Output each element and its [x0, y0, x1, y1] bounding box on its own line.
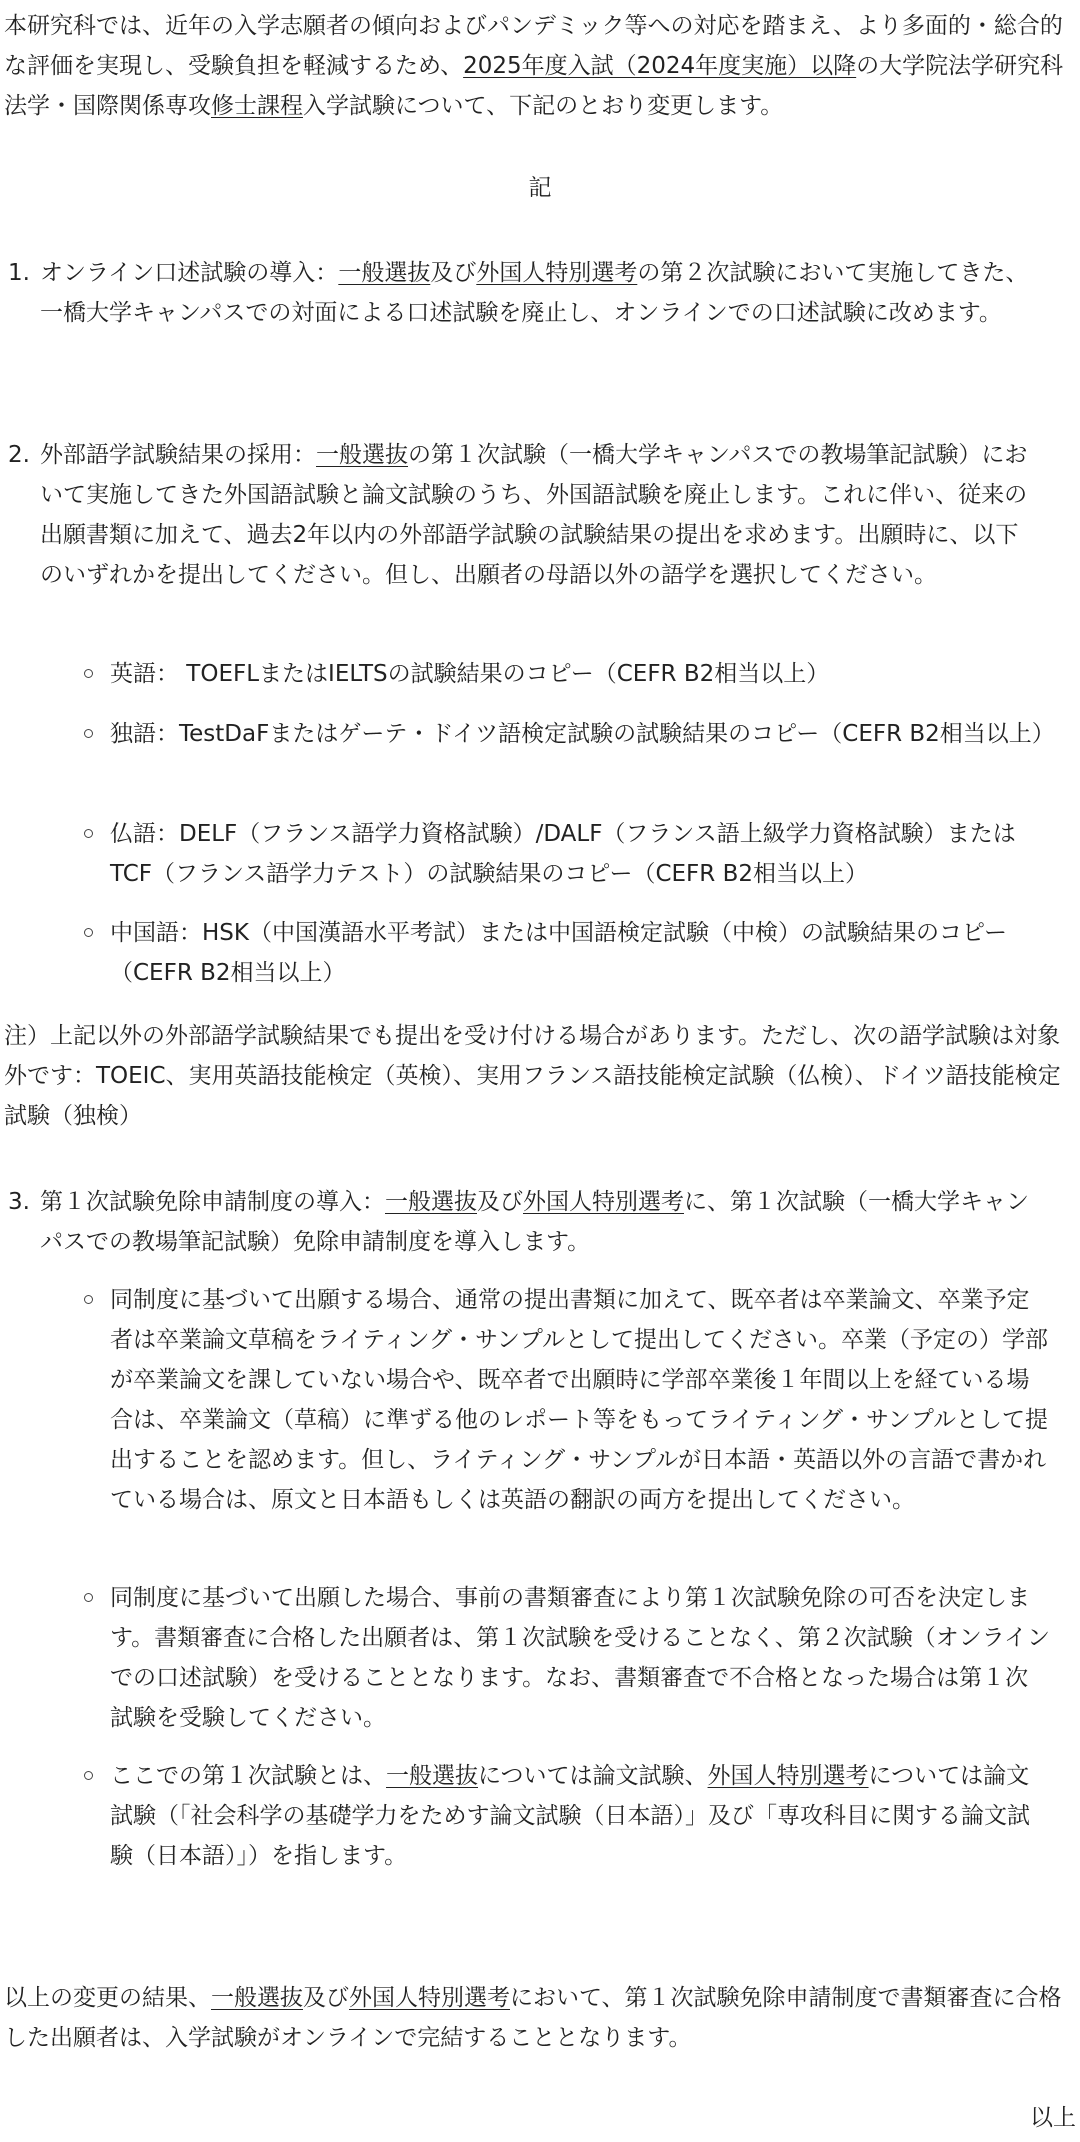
bullet-definition-underline-general: 一般選抜	[386, 1763, 478, 1789]
item-3-number: 3.	[8, 1189, 30, 1215]
item-2-text-1: 外部語学試験結果の採用：	[40, 442, 316, 468]
bullet-definition	[110, 1756, 1050, 1876]
bullet-german: 独語：TestDaFまたはゲーテ・ドイツ語検定試験の試験結果のコピー（CEFR B2相当以上）	[110, 721, 1055, 747]
intro-underline-masters: 修士課程	[211, 93, 303, 119]
item-1-text-3: の第２次試験において実施してきた、一橋大学キャンパスでの対面による口述試験を廃止し、オンラインでの口述試験に改めます。	[40, 260, 1029, 326]
conclusion-underline-general: 一般選抜	[211, 1985, 303, 2011]
item-1-text-2: 及び	[430, 260, 477, 286]
bullet-german-icon	[84, 729, 93, 738]
item-1-number: 1.	[8, 260, 30, 286]
ki-heading: 記	[528, 175, 552, 201]
bullet-english-icon	[84, 669, 93, 678]
closing-text: 以上	[1030, 2105, 1076, 2131]
item-3-text	[40, 1182, 1040, 1262]
bullet-chinese: 中国語：HSK（中国漢語水平考試）または中国語検定試験（中検）の試験結果のコピー（CEFR B2相当以上）	[110, 920, 1008, 986]
bullet-writing-sample-icon	[84, 1295, 93, 1304]
item-2-underline-general: 一般選抜	[316, 442, 408, 468]
item-2-text	[40, 435, 1040, 595]
bullet-definition-icon	[84, 1771, 93, 1780]
item-3-text-1: 第１次試験免除申請制度の導入：	[40, 1189, 385, 1215]
conclusion-text-3: において、第１次試験免除申請制度で書類審査に合格した出願者は、入学試験がオンラインで完結することとなります。	[4, 1985, 1062, 2051]
intro-text-1: 本研究科では、近年の入学志願者の傾向およびパンデミック等への対応を踏まえ、より多面的・総合的な評価を実現し、受験負担を軽減するため、	[4, 13, 1063, 79]
bullet-french-icon	[84, 829, 93, 838]
bullet-screening: 同制度に基づいて出願した場合、事前の書類審査により第１次試験免除の可否を決定します。書類審査に合格した出願者は、第１次試験を受けることなく、第２次試験（オンラインでの口述試験）を受けることとなります。なお、書類審査で不合格となった場合は第１次試験を受験してください。	[110, 1585, 1051, 1731]
item-2-number: 2.	[8, 442, 30, 468]
conclusion-underline-foreign: 外国人特別選考	[349, 1985, 510, 2011]
bullet-screening-icon	[84, 1593, 93, 1602]
item-2-text-2: の第１次試験（一橋大学キャンパスでの教場筆記試験）において実施してきた外国語試験と論文試験のうち、外国語試験を廃止します。これに伴い、従来の出願書類に加えて、過去2年以内の外部語学試験の試験結果の提出を求めます。出願時に、以下のいずれかを提出してください。但し、出願者の母語以外の語学を選択してください。	[40, 442, 1028, 588]
bullet-definition-underline-foreign: 外国人特別選考	[707, 1763, 869, 1789]
conclusion-paragraph	[4, 1978, 1076, 2058]
intro-paragraph	[4, 6, 1076, 126]
intro-text-2: の大学院法学研究科法学・国際関係専攻	[4, 53, 1064, 119]
bullet-french: 仏語：DELF（フランス語学力資格試験）/DALF（フランス語上級学力資格試験）またはTCF（フランス語学力テスト）の試験結果のコピー（CEFR B2相当以上）	[110, 821, 1016, 887]
item-1-underline-general: 一般選抜	[338, 260, 431, 286]
item-3-underline-general: 一般選抜	[385, 1189, 477, 1215]
item-3-text-2: 及び	[477, 1189, 523, 1215]
bullet-english: 英語： TOEFLまたはIELTSの試験結果のコピー（CEFR B2相当以上）	[110, 661, 830, 687]
bullet-definition-text-1: ここでの第１次試験とは、	[110, 1763, 386, 1789]
conclusion-text-1: 以上の変更の結果、	[4, 1985, 211, 2011]
bullet-definition-text-3: については論文試験（「社会科学の基礎学力をためす論文試験（日本語）」及び「専攻科目に関する論文試験（日本語）」）を指します。	[110, 1763, 1030, 1869]
item-3-underline-foreign: 外国人特別選考	[523, 1189, 684, 1215]
intro-underline-year: 2025年度入試（2024年度実施）以降	[463, 53, 857, 79]
item-1-text-1: オンライン口述試験の導入：	[40, 260, 339, 286]
note-paragraph: 注）上記以外の外部語学試験結果でも提出を受け付ける場合があります。ただし、次の語学試験は対象外です：TOEIC、実用英語技能検定（英検）、実用フランス語技能検定試験（仏検）、ドイツ語技能検定試験（独検）	[4, 1023, 1061, 1129]
conclusion-text-2: 及び	[303, 1985, 349, 2011]
bullet-writing-sample: 同制度に基づいて出願する場合、通常の提出書類に加えて、既卒者は卒業論文、卒業予定者は卒業論文草稿をライティング・サンプルとして提出してください。卒業（予定の）学部が卒業論文を課していない場合や、既卒者で出願時に学部卒業後１年間以上を経ている場合は、卒業論文（草稿）に準ずる他のレポート等をもってライティング・サンプルとして提出することを認めます。但し、ライティング・サンプルが日本語・英語以外の言語で書かれている場合は、原文と日本語もしくは英語の翻訳の両方を提出してください。	[110, 1287, 1048, 1513]
bullet-chinese-icon	[84, 928, 93, 937]
intro-text-3: 入学試験について、下記のとおり変更します。	[303, 93, 784, 119]
item-1-underline-foreign: 外国人特別選考	[476, 260, 638, 286]
bullet-definition-text-2: については論文試験、	[478, 1763, 708, 1789]
item-1-text	[40, 253, 1040, 333]
item-3-text-3: に、第１次試験（一橋大学キャンパスでの教場筆記試験）免除申請制度を導入します。	[40, 1189, 1029, 1255]
